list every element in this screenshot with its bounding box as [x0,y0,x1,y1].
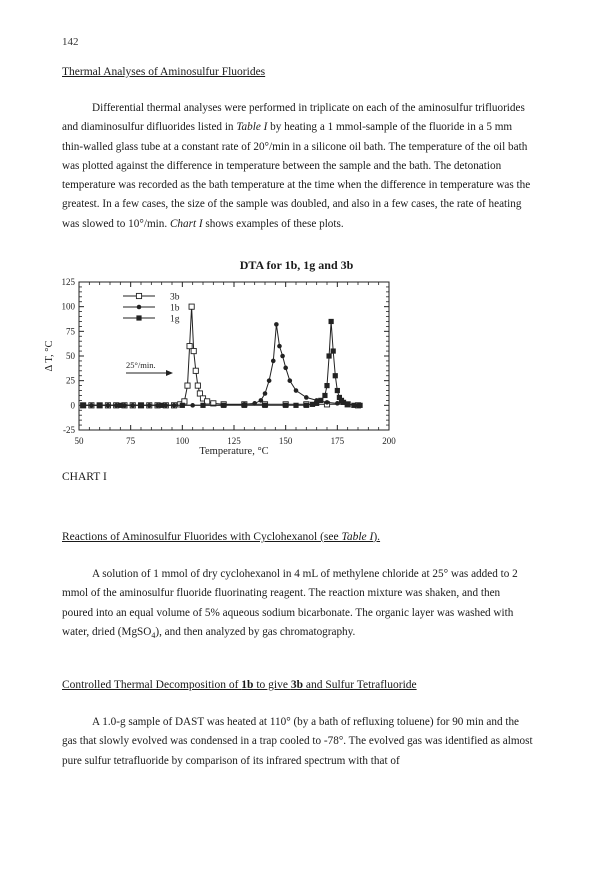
data-point-1g [318,398,323,403]
y-tick-label: 75 [66,326,75,337]
y-tick-label: 125 [61,277,75,287]
section-heading-thermal-analyses: Thermal Analyses of Aminosulfur Fluorides [62,66,266,78]
y-tick-label: 100 [61,301,75,312]
x-tick-label: 175 [330,436,345,446]
series-3b [81,304,361,408]
series-line-1b [83,324,358,405]
data-point-1b [294,388,299,393]
data-point-1g [118,403,123,408]
data-point-1b [267,378,272,383]
data-point-3b [197,391,202,396]
data-point-1g [326,353,331,358]
text-run: 4 [151,631,156,641]
data-point-1g [283,403,288,408]
text-run: A solution of 1 mmol of dry cyclohexanol in 4 mL of methylene chloride at 25° was added to 2 mmol of the aminosulfur fluoride fluorinating reagent. The reaction mixture was shaken, and then poured into an equal volume of 5% aqueous sodium bicarbonate. The organic layer was washed with water, dried (MgSO [62,568,518,638]
data-point-1b [259,398,264,403]
data-point-3b [185,383,190,388]
text-run: ), and then analyzed by gas chromatography. [155,625,356,638]
data-point-1b [277,344,282,349]
data-point-1g [351,403,356,408]
data-point-1g [304,403,309,408]
text-run: shows examples of these plots. [202,217,344,230]
data-point-1b [263,391,268,396]
text-run: by heating a 1 mmol-sample of the fluoride in a 5 mm thin-walled glass tube at a constant rate of 20°/min in a silicone oil bath. The temperature of the oil bath was plotted against the difference in temperature between the sample and the bath. The detonation temperature was recorded as the bath temperature at the time when the difference in temperature was the greatest. In a few cases, the size of the sample was doubled, and also in a few cases, the rate of heating was slowed to 10°/min. [62,121,531,230]
data-point-1b [304,395,309,400]
data-point-1g [159,403,164,408]
rate-annotation: 25°/min. [126,360,156,370]
data-point-1b [280,354,285,359]
data-point-1g [324,383,329,388]
text-run: Reactions of Aminosulfur Fluorides with Cyclohexanol (see [62,531,342,543]
data-point-3b [195,383,200,388]
text-run: Table I [236,121,268,134]
text-run: ). [373,531,381,543]
chart-label: CHART I [62,471,107,483]
data-point-1g [322,393,327,398]
series-line-1g [83,322,360,406]
data-point-1b [325,400,330,405]
data-point-1g [97,403,102,408]
x-tick-label: 100 [175,436,190,446]
data-point-1b [274,322,279,327]
text-run: 1b [241,679,254,691]
data-point-1g [345,402,350,407]
data-point-3b [187,344,192,349]
x-tick-label: 200 [382,436,396,446]
legend-marker-1b [137,305,142,310]
data-point-1g [242,403,247,408]
text-run: and Sulfur Tetrafluoride [302,679,417,691]
text-run: to give [253,679,291,691]
x-tick-label: 150 [278,436,293,446]
paragraph-cyclohexanol [62,565,534,645]
series-1g [81,319,363,408]
data-point-1g [262,403,267,408]
data-point-1g [357,403,362,408]
section-heading-cyclohexanol [62,531,380,543]
text-run: Controlled Thermal Decomposition of [62,679,242,691]
y-tick-label: 25 [66,375,75,386]
data-point-3b [193,368,198,373]
data-point-3b [191,348,196,353]
section-heading-decomposition [62,679,417,691]
chart-title: DTA for 1b, 1g and 3b [239,258,354,272]
text-run: Table I [341,531,374,543]
text-run: Differential thermal analyses were performed in triplicate on each of the aminosulfur trifluorides and diaminosulfur difluorides listed in [62,102,525,134]
data-point-1g [335,388,340,393]
data-point-1g [180,403,185,408]
chart-annotation [126,360,173,376]
data-point-1b [288,378,293,383]
paragraph-thermal-analyses [62,99,534,234]
data-point-3b [189,304,194,309]
y-tick-label: -25 [63,425,75,435]
legend-marker-3b [136,293,141,298]
data-point-1b [283,366,288,371]
data-point-1g [221,403,226,408]
data-point-1g [81,403,86,408]
data-point-1g [293,403,298,408]
legend-label-3b: 3b [170,292,180,303]
legend-label-1b: 1b [170,303,180,314]
data-point-1b [271,359,276,364]
chart-axes [44,277,396,457]
dta-chart [40,276,420,476]
chart-legend [123,293,180,325]
page-number: 142 [62,36,79,48]
data-point-1g [138,403,143,408]
data-point-1g [331,348,336,353]
text-run: A 1.0-g sample of DAST was heated at 110° (by a bath of refluxing toluene) for 90 min and the gas that slowly evolved was condensed in a trap cooled to -78°. The evolved gas was identified as almost pure sulfur tetrafluoride by comparison of its infrared spectrum with that of [62,716,533,767]
paragraph-decomposition [62,713,534,771]
y-axis-label: Δ T, °C [44,340,55,372]
data-point-1g [200,403,205,408]
x-tick-label: 125 [227,436,241,446]
y-tick-label: 0 [70,400,75,411]
legend-label-1g: 1g [170,314,180,325]
rate-arrow-head [166,370,173,376]
series-line-3b [83,307,358,406]
data-point-1g [333,373,338,378]
legend-marker-1g [136,315,141,320]
x-tick-label: 75 [126,436,136,446]
data-point-1g [329,319,334,324]
chart-series [81,304,363,408]
x-axis-label: Temperature, °C [199,446,269,457]
x-tick-label: 50 [74,436,84,446]
text-run: 3b [290,679,303,691]
series-1b [81,322,360,408]
y-tick-label: 50 [66,351,75,361]
text-run: Chart I [169,217,203,230]
